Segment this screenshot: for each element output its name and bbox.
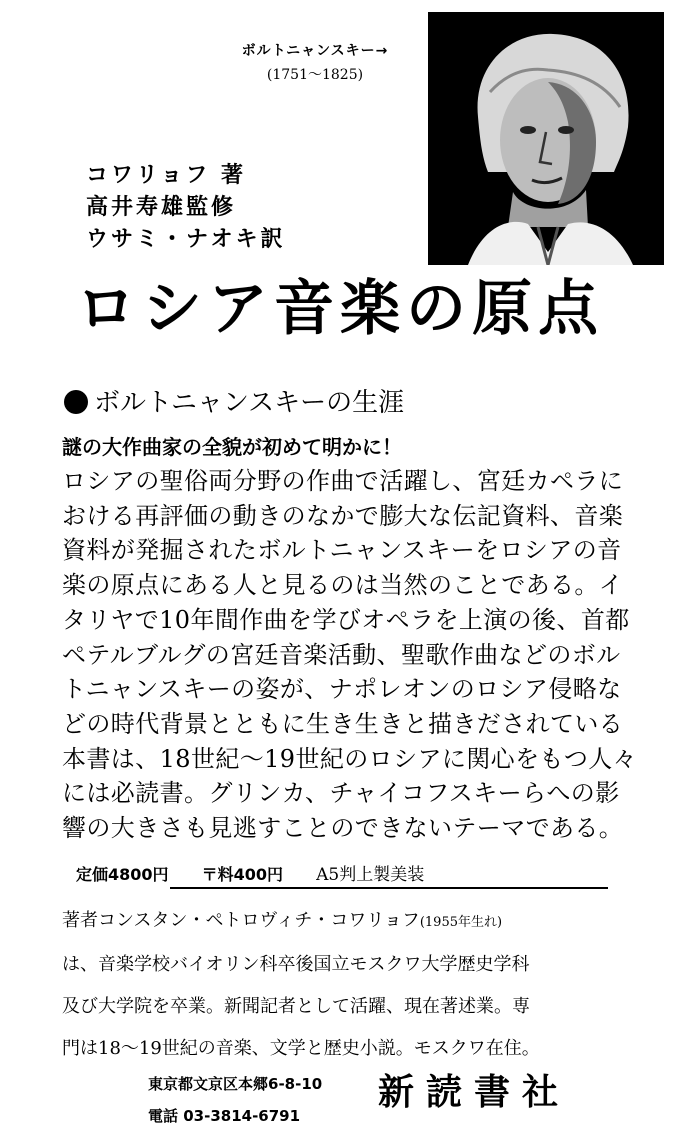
subtitle: [64, 382, 404, 419]
description: [62, 430, 646, 846]
credit-translator: ウサミ・ナオキ訳: [86, 227, 286, 252]
credit-supervisor: 高井寿雄監修: [86, 195, 237, 220]
publisher-phone: 電話 03-3814-6791: [148, 1107, 301, 1125]
body-line: には必読書。グリンカ、チャイコフスキーらへの影: [62, 779, 620, 808]
body-line: ペテルブルグの宮廷音楽活動、聖歌作曲などのボル: [62, 640, 621, 669]
author-bio-line: [62, 900, 652, 944]
portrait-name: ボルトニャンスキー→: [241, 43, 389, 59]
body-line: 響の大きさも見逃すことのできないテーマである。: [62, 814, 624, 843]
publisher-name: 新読書社: [378, 1071, 571, 1113]
divider: [170, 887, 608, 889]
body-line: ロシアの聖俗両分野の作曲で活躍し、宮廷カペラに: [62, 467, 624, 495]
body-line: 資料が発掘されたボルトニャンスキーをロシアの音: [62, 536, 622, 565]
body-line: タリヤで10年間作曲を学びオペラを上演の後、首都: [62, 605, 630, 634]
body-line: 本書は、18世紀～19世紀のロシアに関心をもつ人々: [62, 744, 638, 773]
body-line: おける再評価の動きのなかで膨大な伝記資料、音楽: [62, 501, 624, 530]
tagline: 謎の大作曲家の全貌が初めて明かに！: [62, 435, 402, 459]
credits: [86, 160, 286, 256]
portrait-years: (1751～1825): [266, 67, 364, 83]
publisher-address: 東京都文京区本郷6-8-10: [148, 1075, 323, 1093]
author-bio-line: は、音楽学校バイオリン科卒後国立モスクワ大学歴史学科: [62, 954, 530, 975]
book-format: A5判上製美装: [316, 865, 425, 885]
price-line: [76, 860, 452, 885]
author-bio-line: 及び大学院を卒業。新聞記者として活躍、現在著述業。専: [62, 996, 530, 1017]
book-title: ロシア音楽の原点: [76, 274, 604, 344]
bullet-icon: [64, 390, 88, 414]
portrait-caption: [210, 40, 420, 84]
author-bio-main: 著者コンスタン・ペトロヴィチ・コワリョフ: [62, 910, 420, 931]
body-line: 楽の原点にある人と見るのは当然のことである。イ: [62, 571, 624, 600]
body-line: トニャンスキーの姿が、ナポレオンのロシア侵略な: [62, 675, 622, 704]
price: 定価4800円: [76, 865, 169, 884]
author-bio: [62, 900, 652, 1070]
subtitle-text: ボルトニャンスキーの生涯: [94, 388, 405, 418]
publisher-contact: [148, 1068, 322, 1132]
body-line: どの時代背景とともに生き生きと描きだされている: [62, 709, 624, 738]
shipping-fee: 〒料400円: [201, 865, 284, 884]
portrait-image: [428, 12, 664, 265]
author-bio-line: 門は18～19世紀の音楽、文学と歴史小説。モスクワ在住。: [62, 1038, 540, 1059]
author-birth-year: (1955年生れ): [419, 915, 503, 930]
credit-author: コワリョフ 著: [86, 163, 246, 188]
